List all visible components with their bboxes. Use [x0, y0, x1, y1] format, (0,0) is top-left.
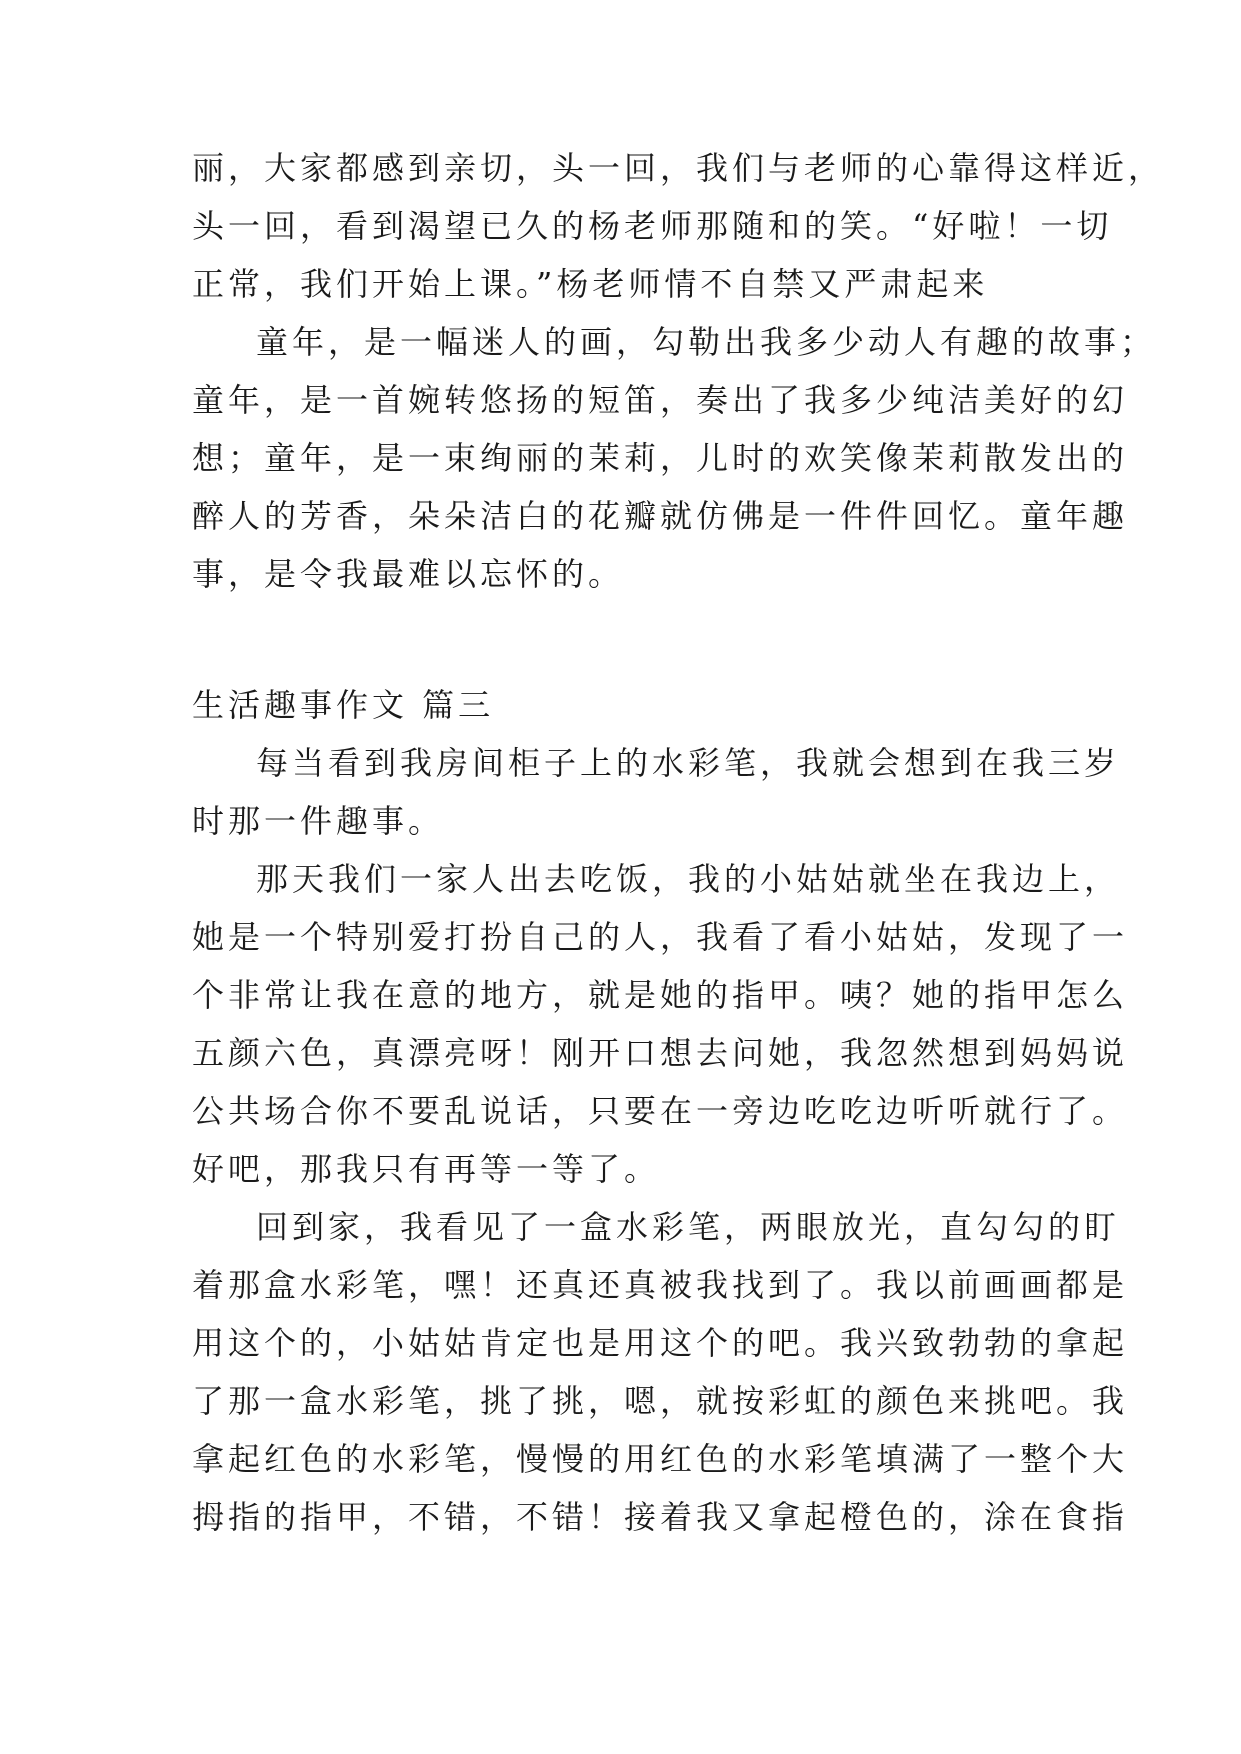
- paragraph-home: [192, 1198, 1129, 1546]
- text-line: 个非常让我在意的地方，就是她的指甲。咦？她的指甲怎么: [192, 976, 1129, 1014]
- text-line: 回到家，我看见了一盒水彩笔，两眼放光，直勾勾的盯: [256, 1208, 1121, 1246]
- text-line: 时那一件趣事。: [192, 802, 445, 840]
- text-line: 公共场合你不要乱说话，只要在一旁边吃吃边听听就行了。: [192, 1092, 1129, 1130]
- text-line: 童年，是一首婉转悠扬的短笛，奏出了我多少纯洁美好的幻: [192, 381, 1129, 419]
- text-line: 拿起红色的水彩笔，慢慢的用红色的水彩笔填满了一整个大: [192, 1440, 1129, 1478]
- top-text-block: [192, 139, 1165, 603]
- text-line: 她是一个特别爱打扮自己的人，我看了看小姑姑，发现了一: [192, 918, 1129, 956]
- text-line: 那天我们一家人出去吃饭，我的小姑姑就坐在我边上，: [256, 860, 1121, 898]
- text-line: 每当看到我房间柜子上的水彩笔，我就会想到在我三岁: [256, 744, 1121, 782]
- text-line: 想；童年，是一束绚丽的茉莉，儿时的欢笑像茉莉散发出的: [192, 439, 1129, 477]
- text-line: 事，是令我最难以忘怀的。: [192, 555, 625, 593]
- paragraph-childhood: [192, 313, 1157, 603]
- text-line: 童年，是一幅迷人的画，勾勒出我多少动人有趣的故事；: [256, 323, 1157, 361]
- text-line: 了那一盒水彩笔，挑了挑，嗯，就按彩虹的颜色来挑吧。我: [192, 1382, 1129, 1420]
- paragraph-continuation: [192, 139, 1165, 313]
- text-line: 丽，大家都感到亲切，头一回，我们与老师的心靠得这样近，: [192, 149, 1165, 187]
- section-heading: 生活趣事作文 篇三: [192, 686, 495, 724]
- text-line: 头一回，看到渴望已久的杨老师那随和的笑。“好啦！一切: [192, 207, 1113, 245]
- text-line: 五颜六色，真漂亮呀！刚开口想去问她，我忽然想到妈妈说: [192, 1034, 1129, 1072]
- text-line: 好吧，那我只有再等一等了。: [192, 1150, 661, 1188]
- text-line: 着那盒水彩笔，嘿！还真还真被我找到了。我以前画画都是: [192, 1266, 1129, 1304]
- text-line: 拇指的指甲，不错，不错！接着我又拿起橙色的，涂在食指: [192, 1498, 1129, 1536]
- paragraph-dinner: [192, 850, 1129, 1198]
- text-line: 正常，我们开始上课。”杨老师情不自禁又严肃起来: [192, 265, 989, 303]
- text-line: 醉人的芳香，朵朵洁白的花瓣就仿佛是一件件回忆。童年趣: [192, 497, 1129, 535]
- section-block: [192, 676, 1129, 1546]
- text-line: 用这个的，小姑姑肯定也是用这个的吧。我兴致勃勃的拿起: [192, 1324, 1129, 1362]
- paragraph-watercolor: [192, 734, 1121, 850]
